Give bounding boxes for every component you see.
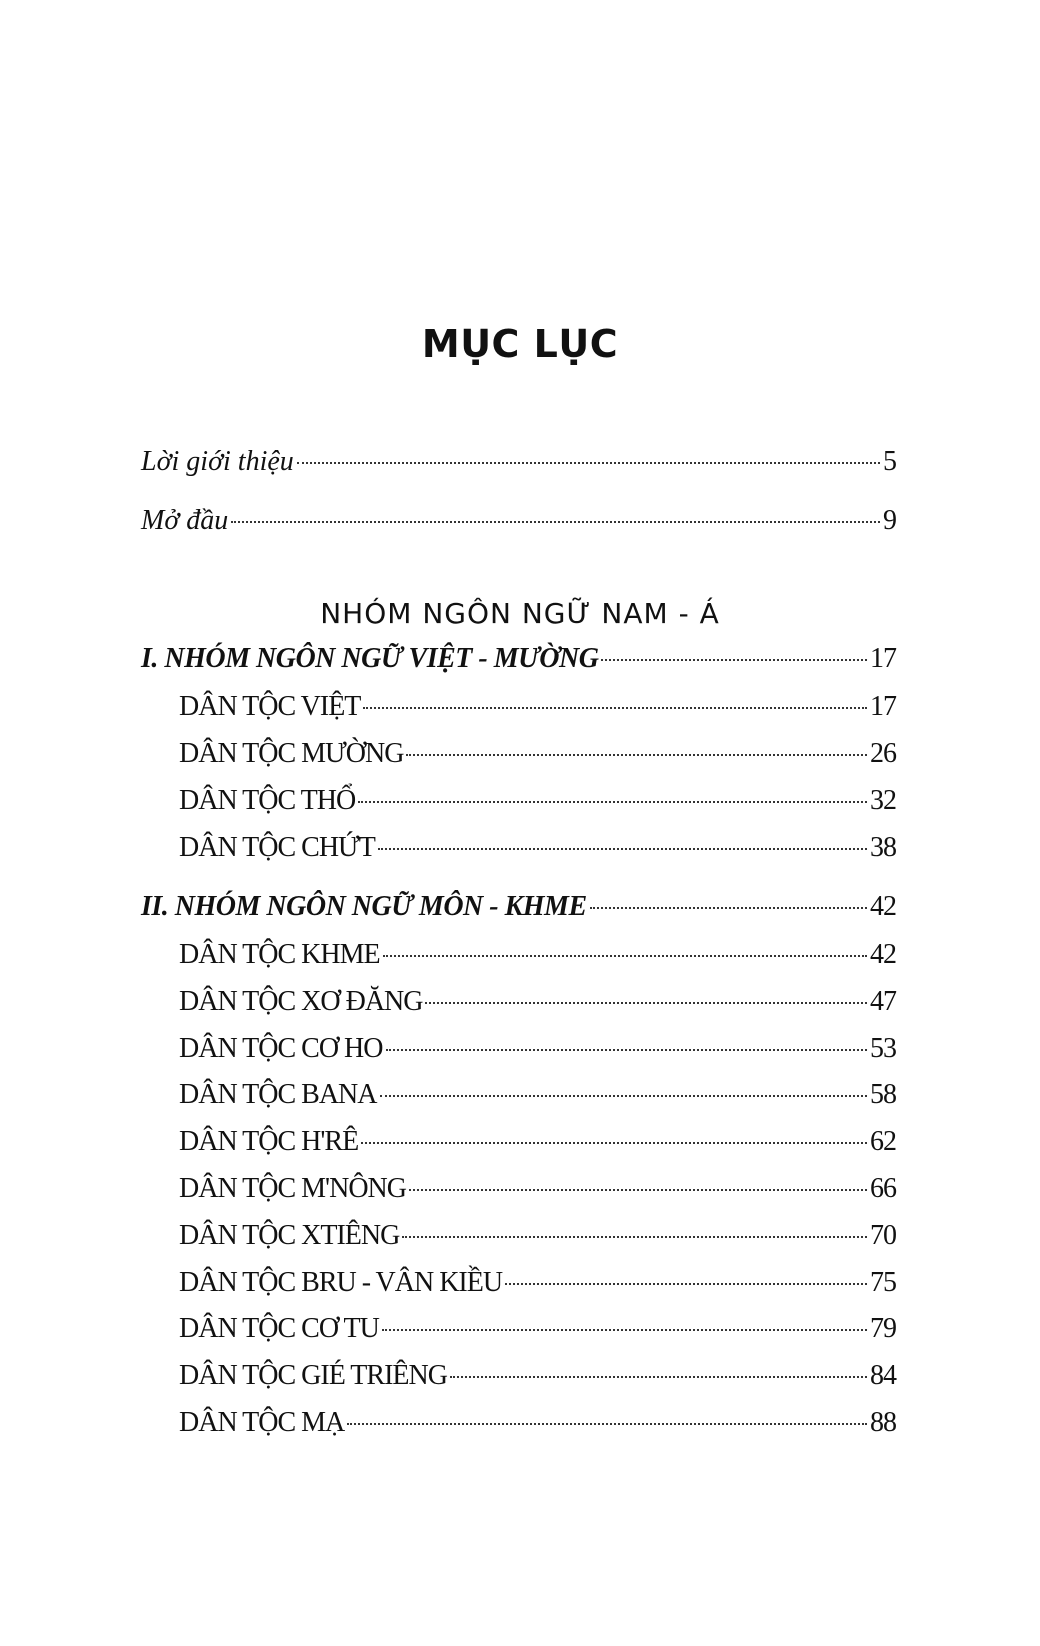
toc-group-label: II. NHÓM NGÔN NGỮ MÔN - KHME — [141, 891, 587, 922]
toc-entry-label: DÂN TỘC THỔ — [179, 785, 356, 816]
toc-page-number: 5 — [883, 446, 896, 477]
toc-entry-label: DÂN TỘC MẠ — [179, 1407, 345, 1438]
toc-entry-label: DÂN TỘC BANA — [179, 1079, 377, 1110]
toc-entry-loi-gioi-thieu[interactable] — [141, 445, 896, 479]
dot-leader — [231, 521, 880, 523]
toc-entry-label: DÂN TỘC GIÉ TRIÊNG — [179, 1360, 447, 1391]
toc-page-number: 53 — [870, 1033, 896, 1064]
dot-leader — [402, 1236, 867, 1238]
toc-entry[interactable] — [179, 737, 896, 771]
toc-page-number: 9 — [883, 505, 896, 536]
toc-entry[interactable] — [179, 1032, 896, 1066]
toc-page-number: 26 — [870, 738, 896, 769]
toc-page-number: 79 — [870, 1313, 896, 1344]
dot-leader — [297, 462, 880, 464]
toc-entry[interactable] — [179, 690, 896, 724]
dot-leader — [361, 1142, 867, 1144]
toc-entry-label: DÂN TỘC MƯỜNG — [179, 738, 404, 769]
toc-page-number: 17 — [870, 691, 896, 722]
toc-page-number: 38 — [870, 832, 896, 863]
dot-leader — [505, 1283, 867, 1285]
dot-leader — [383, 955, 867, 957]
dot-leader — [450, 1376, 867, 1378]
toc-page-number: 42 — [870, 891, 896, 922]
toc-page-number: 88 — [870, 1407, 896, 1438]
toc-entry[interactable] — [179, 784, 896, 818]
toc-page-number: 47 — [870, 986, 896, 1017]
toc-page-number: 84 — [870, 1360, 896, 1391]
toc-entry[interactable] — [179, 1312, 896, 1346]
toc-entry[interactable] — [179, 938, 896, 972]
toc-entry[interactable] — [179, 1219, 896, 1253]
toc-entry[interactable] — [179, 1125, 896, 1159]
toc-group-label: I. NHÓM NGÔN NGỮ VIỆT - MƯỜNG — [141, 643, 599, 674]
toc-page-number: 58 — [870, 1079, 896, 1110]
toc-entry-label: DÂN TỘC CƠ HO — [179, 1033, 383, 1064]
toc-page-number: 17 — [870, 643, 896, 674]
toc-page-number: 62 — [870, 1126, 896, 1157]
toc-page-number: 32 — [870, 785, 896, 816]
dot-leader — [425, 1002, 867, 1004]
dot-leader — [406, 754, 867, 756]
toc-entry-label: DÂN TỘC H'RÊ — [179, 1126, 359, 1157]
toc-page-number: 75 — [870, 1267, 896, 1298]
toc-entry-label: Mở đầu — [141, 505, 229, 536]
dot-leader — [601, 659, 867, 661]
dot-leader — [358, 801, 867, 803]
toc-entry[interactable] — [179, 1172, 896, 1206]
dot-leader — [378, 848, 867, 850]
toc-entry-label: DÂN TỘC CHỨT — [179, 832, 375, 863]
toc-group-mon-khme[interactable] — [141, 890, 896, 924]
dot-leader — [382, 1329, 867, 1331]
dot-leader — [590, 907, 867, 909]
toc-page-number: 66 — [870, 1173, 896, 1204]
toc-entry[interactable] — [179, 1266, 896, 1300]
toc-entry-label: DÂN TỘC CƠ TU — [179, 1313, 379, 1344]
dot-leader — [363, 707, 867, 709]
toc-entry-label: Lời giới thiệu — [141, 446, 294, 477]
page-title: MỤC LỤC — [421, 322, 619, 366]
dot-leader — [386, 1049, 868, 1051]
toc-page-number: 42 — [870, 939, 896, 970]
toc-entry[interactable] — [179, 1078, 896, 1112]
toc-entry-label: DÂN TỘC XƠ ĐĂNG — [179, 986, 423, 1017]
dot-leader — [380, 1095, 868, 1097]
toc-entry-label: DÂN TỘC VIỆT — [179, 691, 361, 722]
toc-group-viet-muong[interactable] — [141, 642, 896, 676]
dot-leader — [409, 1189, 867, 1191]
toc-entry-label: DÂN TỘC KHME — [179, 939, 380, 970]
toc-entry[interactable] — [179, 1359, 896, 1393]
toc-entry[interactable] — [179, 1406, 896, 1440]
toc-page-number: 70 — [870, 1220, 896, 1251]
toc-entry-mo-dau[interactable] — [141, 504, 896, 538]
toc-entry[interactable] — [179, 985, 896, 1019]
toc-entry-label: DÂN TỘC XTIÊNG — [179, 1220, 400, 1251]
toc-entry-label: DÂN TỘC BRU - VÂN KIỀU — [179, 1267, 503, 1298]
toc-entry[interactable] — [179, 831, 896, 865]
toc-entry-label: DÂN TỘC M'NÔNG — [179, 1173, 406, 1204]
dot-leader — [347, 1423, 867, 1425]
section-heading: NHÓM NGÔN NGỮ NAM - Á — [320, 597, 720, 630]
